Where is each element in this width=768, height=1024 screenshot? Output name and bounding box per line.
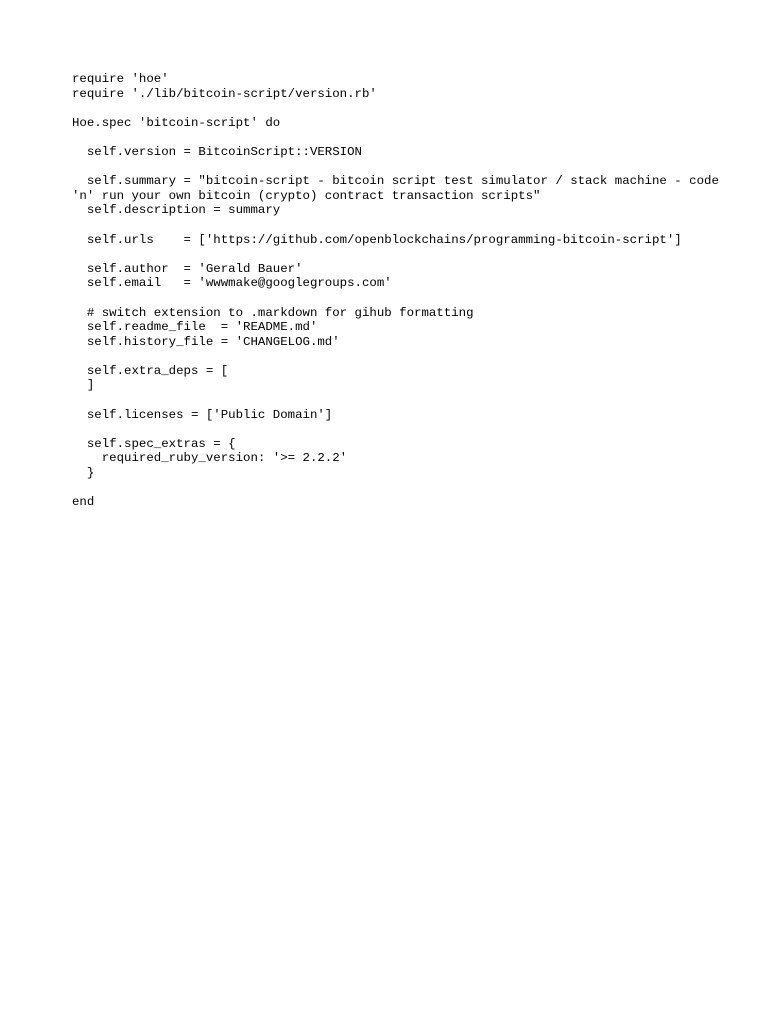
code-line: self.extra_deps = [ (72, 363, 229, 378)
code-line: self.version = BitcoinScript::VERSION (72, 144, 362, 159)
code-line: self.licenses = ['Public Domain'] (72, 407, 333, 422)
blank-line (72, 101, 722, 116)
code-line: self.summary = "bitcoin-script - bitcoin script test simulator / stack machine - code 'n' run your own bitcoin (crypto) contract transaction scripts" (72, 174, 727, 203)
code-line: Hoe.spec 'bitcoin-script' do (72, 115, 281, 130)
code-line: self.description = summary (72, 203, 281, 218)
blank-line (72, 291, 722, 306)
code-line: self.urls = ['https://github.com/openblockchains/programming-bitcoin-script'] (72, 232, 682, 247)
code-line: ] (72, 378, 95, 393)
code-line: required_ruby_version: '>= 2.2.2' (72, 451, 348, 466)
code-line: self.email = 'wwwmake@googlegroups.com' (72, 276, 392, 291)
code-line: end (72, 495, 95, 510)
code-block (72, 72, 727, 510)
code-line: self.readme_file = 'README.md' (72, 320, 318, 335)
code-line: self.spec_extras = { (72, 436, 236, 451)
blank-line (72, 160, 722, 175)
code-line: require 'hoe' (72, 72, 169, 86)
code-line: require './lib/bitcoin-script/version.rb' (72, 86, 377, 101)
blank-line (72, 247, 722, 262)
blank-line (72, 393, 722, 408)
blank-line (72, 422, 722, 437)
code-comment-line: # switch extension to .markdown for gihub formatting (72, 305, 474, 320)
blank-line (72, 481, 722, 496)
code-line: } (72, 466, 95, 481)
blank-line (72, 218, 722, 233)
code-line: self.author = 'Gerald Bauer' (72, 261, 303, 276)
blank-line (72, 130, 722, 145)
blank-line (72, 349, 722, 364)
code-line: self.history_file = 'CHANGELOG.md' (72, 334, 340, 349)
